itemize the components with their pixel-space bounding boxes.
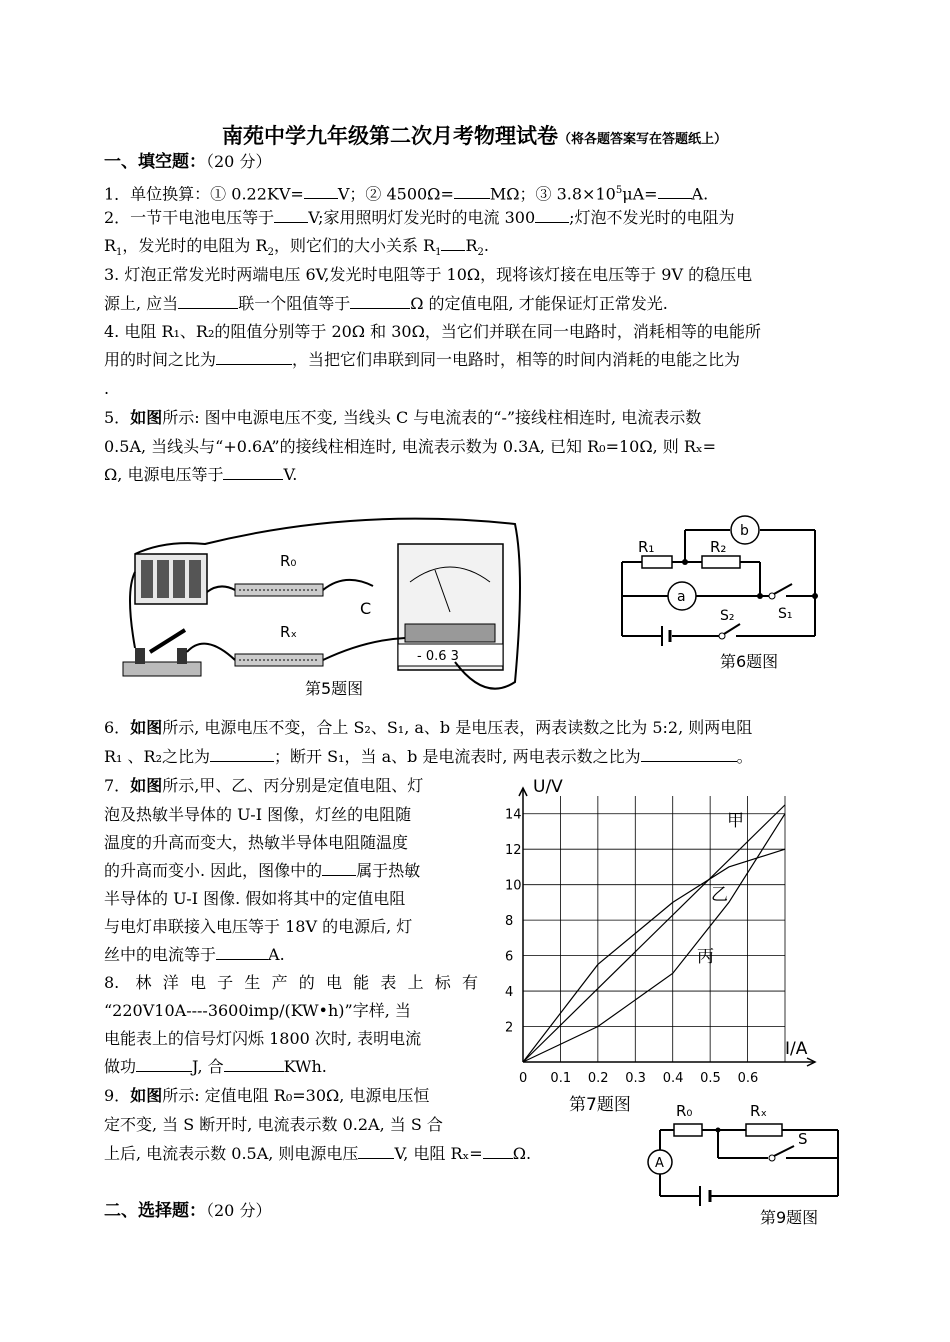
answer-blank[interactable] [441, 234, 465, 251]
answer-blank[interactable] [658, 182, 692, 199]
answer-blank[interactable] [216, 943, 268, 960]
resistor-rx-icon [235, 654, 323, 666]
question-7-line-5: 半导体的 U-I 图像. 假如将其中的定值电阻 [104, 889, 406, 908]
q9-text-b: V, 电阻 Rₓ= [394, 1144, 483, 1163]
x-tick-label: 0.6 [737, 1071, 759, 1086]
x-tick-label: 0.4 [662, 1071, 684, 1086]
question-3-line-2 [104, 289, 668, 318]
q9-ref: 如图 [130, 1086, 163, 1105]
q6-text-c: 。 [736, 747, 753, 766]
q7-text-c: 丝中的电流等于 [104, 945, 217, 964]
section1-heading [104, 147, 271, 177]
title-note: （将各题答案写在答题纸上） [558, 132, 728, 147]
q5-text-b: V. [283, 465, 298, 484]
battery-icon [700, 1186, 710, 1206]
battery-icon [662, 626, 670, 646]
q2-sub: 2 [267, 247, 274, 259]
q4-text-a: 用的时间之比为 [104, 350, 217, 369]
answer-blank[interactable] [535, 206, 569, 223]
section2-heading [104, 1196, 271, 1226]
q6-number: 6． [104, 718, 131, 737]
fig6-label-b: b [740, 523, 749, 539]
question-8-line-4 [104, 1052, 327, 1081]
q1-text-d: μA= [622, 184, 658, 204]
q6-ref: 如图 [130, 718, 163, 737]
question-4-line-1: 4. 电阻 R₁、R₂的阻值分别等于 20Ω 和 30Ω，当它们并联在同一电路时，消耗相等的电能所 [104, 322, 761, 341]
y-axis-label: U/V [533, 777, 563, 797]
question-6-line-1 [104, 713, 752, 742]
q5-number: 5． [104, 408, 131, 427]
question-7-line-1 [104, 771, 423, 800]
q2-sub: 2 [477, 247, 484, 259]
q7-ref: 如图 [130, 776, 163, 795]
q4-text-b: ，当把它们串联到同一电路时，相等的时间内消耗的电能之比为 [292, 350, 741, 369]
q1-exponent: 5 [615, 185, 623, 196]
q1-text-a: 1．单位换算：① 0.22KV= [104, 184, 304, 204]
chart-axes [519, 788, 815, 1066]
resistor-r0-icon [674, 1124, 702, 1136]
series-label-yi: 乙 [711, 885, 728, 905]
q1-text-e: A. [691, 184, 709, 204]
x-axis-label: I/A [785, 1039, 808, 1059]
q9-text-c: Ω. [512, 1144, 532, 1163]
question-4-line-2 [104, 345, 740, 374]
series-line-1 [523, 814, 785, 1062]
question-8-line-3: 电能表上的信号灯闪烁 1800 次时, 表明电流 [104, 1029, 422, 1048]
fig9-caption: 第9题图 [760, 1208, 819, 1227]
question-4-line-3: . [104, 379, 110, 398]
y-tick-label: 4 [505, 985, 514, 1001]
q2-l2-a: R [104, 236, 117, 255]
fig5-label-c: C [360, 599, 372, 618]
answer-blank[interactable] [210, 745, 274, 762]
q2-text-b: V;家用照明灯发光时的电流 300 [308, 208, 536, 227]
answer-blank[interactable] [641, 745, 737, 762]
answer-blank[interactable] [216, 348, 292, 365]
section2-points: （20 分） [206, 1201, 272, 1220]
series-label-bing: 丙 [697, 947, 714, 967]
section1-points: （20 分） [206, 152, 272, 171]
series-line-0 [523, 805, 785, 1062]
question-5-line-2: 0.5A, 当线头与“+0.6A”的接线柱相连时, 电流表示数为 0.3A, 已知 R₀=10Ω, 则 Rₓ= [104, 437, 717, 456]
battery-icon [135, 554, 207, 604]
q5-text-a: Ω, 电源电压等于 [104, 465, 224, 484]
q1-text-c: MΩ；③ 3.8×10 [489, 184, 616, 204]
q6-text-b: ；断开 S₁，当 a、b 是电流表时, 两电表示数之比为 [274, 747, 641, 766]
q2-l2-c: ，则它们的大小关系 R [273, 236, 436, 255]
q2-l2-b: ，发光时的电阻为 R [122, 236, 268, 255]
answer-blank[interactable] [224, 1055, 284, 1072]
resistor-r2-icon [702, 556, 740, 568]
title-text: 南苑中学九年级第二次月考物理试卷 [222, 123, 558, 148]
q9-text-a: 上后, 电流表示数 0.5A, 则电源电压 [104, 1144, 359, 1163]
y-tick-label: 6 [505, 949, 514, 965]
answer-blank[interactable] [350, 292, 410, 309]
series-label-jia: 甲 [727, 811, 744, 831]
question-3-line-1: 3. 灯泡正常发光时两端电压 6V,发光时电阻等于 10Ω，现将该灯接在电压等于 9V 的稳压电 [104, 265, 753, 284]
q1-text-b: V；② 4500Ω= [337, 184, 454, 204]
q8-text-b: J, 合 [192, 1057, 224, 1076]
answer-blank[interactable] [454, 182, 490, 199]
q2-sub: 1 [116, 247, 123, 259]
fig6-label-s1: S₁ [778, 606, 793, 622]
fig5-caption: 第5题图 [305, 679, 364, 698]
answer-blank[interactable] [178, 292, 238, 309]
fig9-label-a: A [655, 1156, 664, 1171]
fig9-label-r0: R₀ [676, 1102, 693, 1120]
q6-text-a: R₁ 、R₂之比为 [104, 747, 211, 766]
answer-blank[interactable] [274, 206, 308, 223]
x-tick-label: 0.3 [625, 1071, 646, 1086]
y-tick-label: 8 [505, 914, 514, 930]
fig9-label-rx: Rₓ [750, 1102, 768, 1120]
y-tick-label: 10 [505, 878, 522, 894]
q7-text-a: 的升高而变小. 因此，图像中的 [104, 861, 323, 880]
fig6-label-r1: R₁ [638, 538, 655, 556]
q5-text: 所示: 图中电源电压不变, 当线头 C 与电流表的“-”接线柱相连时, 电流表示数 [162, 408, 702, 427]
question-9-line-2: 定不变, 当 S 断开时, 电流表示数 0.2A, 当 S 合 [104, 1115, 443, 1134]
section2-label: 二、选择题： [104, 1201, 206, 1221]
question-7-line-6: 与电灯串联接入电压等于 18V 的电源后, 灯 [104, 917, 413, 936]
q2-text-a: 2．一节干电池电压等于 [104, 208, 275, 227]
figure-5 [105, 512, 540, 702]
question-5-line-1 [104, 403, 701, 432]
page-title [222, 120, 727, 150]
question-7-line-2: 泡及热敏半导体的 U-I 图像，灯丝的电阻随 [104, 805, 412, 824]
q3-text-a: 源上, 应当 [104, 294, 179, 313]
resistor-r1-icon [642, 556, 672, 568]
question-8-line-2: “220V10A----3600imp/(KW•h)”字样, 当 [104, 1001, 411, 1020]
question-7-line-7 [104, 940, 285, 969]
q7-text-d: A. [268, 945, 285, 964]
question-6-line-2 [104, 742, 753, 771]
answer-blank[interactable] [136, 1055, 192, 1072]
answer-blank[interactable] [358, 1142, 394, 1159]
y-tick-label: 12 [505, 843, 522, 859]
q8-text-c: KWh. [283, 1057, 327, 1076]
x-tick-label: 0.1 [550, 1071, 572, 1086]
fig5-label-r0: R₀ [280, 552, 297, 570]
figure-7-chart [495, 770, 825, 1120]
fig5-ammeter-scale: - 0.6 3 [417, 649, 459, 664]
q3-text-c: Ω 的定值电阻, 才能保证灯正常发光. [410, 294, 668, 313]
question-7-line-3: 温度的升高而变大，热敏半导体电阻随温度 [104, 833, 409, 852]
x-tick-label: 0.5 [700, 1071, 721, 1086]
q7-text-b: 属于热敏 [356, 861, 421, 880]
fig6-label-r2: R₂ [710, 538, 727, 556]
question-5-line-3 [104, 460, 297, 489]
answer-blank[interactable] [304, 182, 338, 199]
q9-number: 9． [104, 1086, 131, 1105]
answer-blank[interactable] [322, 859, 356, 876]
q5-ref: 如图 [130, 408, 163, 427]
q9-text: 所示: 定值电阻 R₀=30Ω, 电源电压恒 [162, 1086, 430, 1105]
y-tick-label: 14 [505, 807, 522, 823]
y-tick-label: 2 [505, 1020, 514, 1036]
question-7-line-4 [104, 856, 420, 885]
q7-text: 所示,甲、乙、丙分别是定值电阻、灯 [162, 776, 424, 795]
fig6-label-a: a [677, 589, 686, 605]
resistor-r0-icon [235, 584, 323, 596]
fig6-label-s2: S₂ [720, 608, 735, 624]
q2-sub: 1 [435, 247, 442, 259]
fig7-caption: 第7题图 [569, 1095, 631, 1115]
q7-number: 7． [104, 776, 131, 795]
chart-grid [523, 796, 785, 1062]
q3-text-b: 联一个阻值等于 [238, 294, 351, 313]
question-2-line-1 [104, 203, 735, 232]
resistor-rx-icon [746, 1124, 782, 1136]
chart-series [523, 805, 785, 1062]
question-9-line-1 [104, 1081, 429, 1110]
answer-blank[interactable] [483, 1142, 513, 1159]
figure-6 [610, 512, 830, 677]
fig5-label-rx: Rₓ [280, 623, 298, 641]
section1-label: 一、填空题： [104, 152, 206, 172]
x-tick-label: 0.2 [587, 1071, 609, 1086]
fig9-label-s: S [798, 1130, 808, 1148]
q2-text-c: ;灯泡不发光时的电阻为 [569, 208, 735, 227]
q2-l2-e: . [483, 236, 489, 255]
q8-text-a: 做功 [104, 1057, 137, 1076]
q2-l2-d: R [465, 236, 478, 255]
q6-text: 所示, 电源电压不变，合上 S₂、S₁, a、b 是电压表，两表读数之比为 5:2, 则两电阻 [162, 718, 753, 737]
fig6-caption: 第6题图 [720, 652, 779, 671]
answer-blank[interactable] [223, 463, 283, 480]
figure-9 [638, 1098, 848, 1233]
x-tick-label: 0 [519, 1071, 528, 1086]
switch-icon [123, 630, 201, 676]
question-9-line-3 [104, 1139, 531, 1168]
question-8-line-1: 8. 林洋电子生产的电能表上标有 [104, 973, 478, 992]
